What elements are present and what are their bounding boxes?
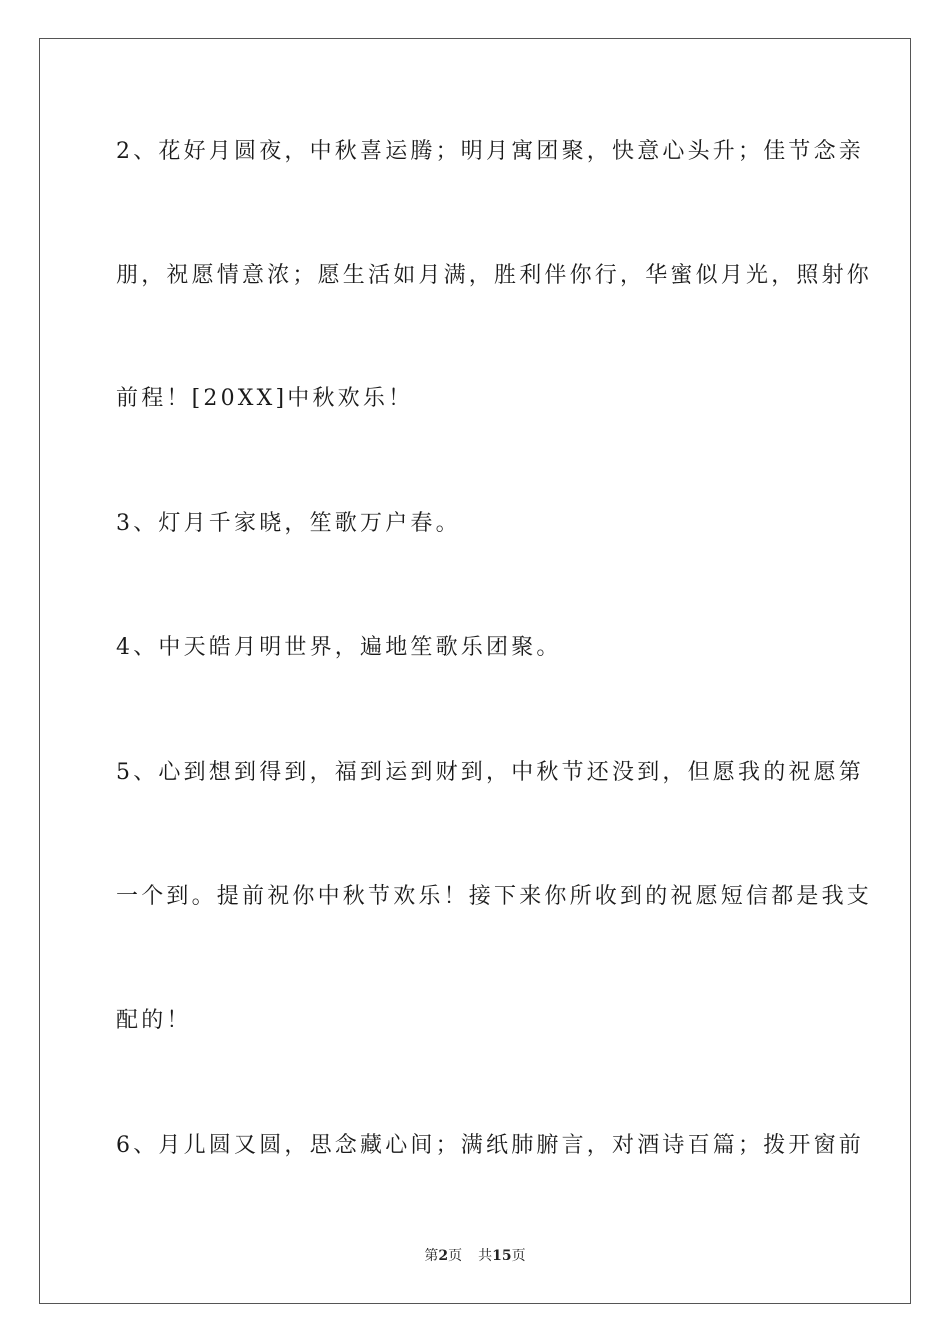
- text-line: 6、月儿圆又圆，思念藏心间；满纸肺腑言，对酒诗百篇；拨开窗前: [116, 1133, 864, 1158]
- text-line: 前程！[20XX]中秋欢乐！: [116, 386, 414, 411]
- text-line: 2、花好月圆夜，中秋喜运腾；明月寓团聚，快意心头升；佳节念亲: [116, 139, 864, 164]
- page-border: [39, 38, 911, 1304]
- page-prefix: 第: [424, 1248, 439, 1264]
- text-line: 5、心到想到得到，福到运到财到，中秋节还没到，但愿我的祝愿第: [116, 760, 864, 785]
- text-line: 4、中天皓月明世界，遍地笙歌乐团聚。: [116, 635, 562, 660]
- page-footer: [0, 1246, 950, 1266]
- total-prefix: 共: [478, 1248, 493, 1264]
- page-number: 2: [438, 1248, 449, 1264]
- total-suffix: 页: [511, 1248, 526, 1264]
- total-pages: 15: [492, 1248, 512, 1264]
- text-line: 朋，祝愿情意浓；愿生活如月满，胜利伴你行，华蜜似月光，照射你: [116, 263, 873, 288]
- text-line: 一个到。提前祝你中秋节欢乐！接下来你所收到的祝愿短信都是我支: [116, 884, 873, 909]
- text-line: 3、灯月千家晓，笙歌万户春。: [116, 511, 461, 536]
- text-line: 配的！: [116, 1008, 192, 1033]
- page-suffix: 页: [448, 1248, 463, 1264]
